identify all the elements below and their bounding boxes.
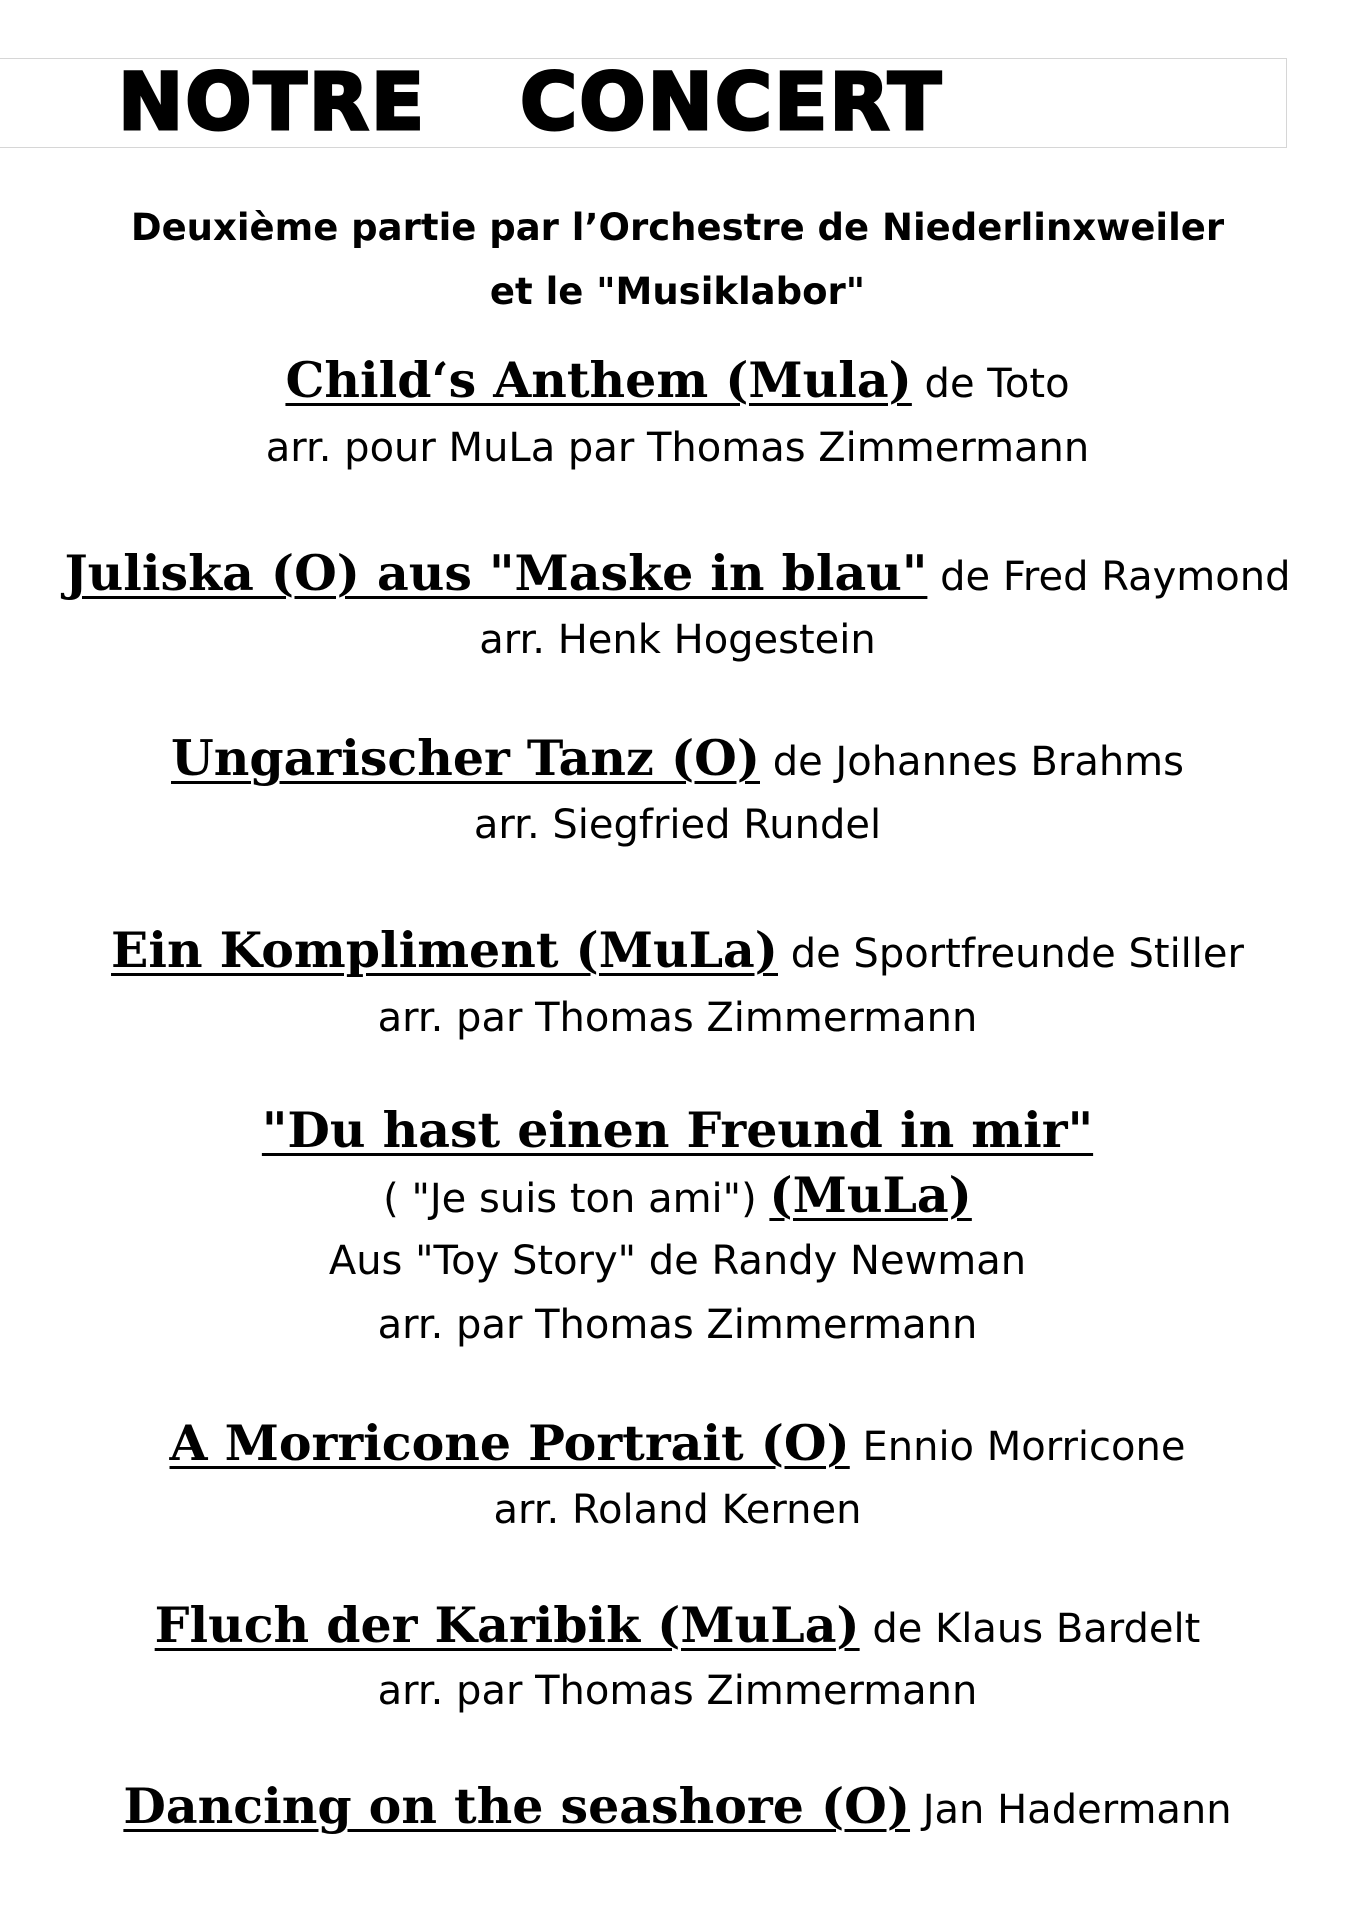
program-item-6: [0, 1414, 1355, 1472]
piece-arranger: arr. par Thomas Zimmermann: [377, 1302, 978, 1348]
piece-subtitle: [0, 1166, 1355, 1224]
piece-arranger: arr. par Thomas Zimmermann: [377, 1668, 978, 1714]
piece-composer: de Toto: [911, 361, 1070, 407]
program-item-4: [0, 921, 1355, 979]
piece-composer: Ennio Morricone: [849, 1424, 1186, 1470]
piece-arranger: arr. Siegfried Rundel: [473, 802, 882, 848]
piece-title: Ein Kompliment (MuLa): [111, 921, 778, 979]
piece-arranger: arr. par Thomas Zimmermann: [377, 995, 978, 1041]
program-item-7: [0, 1596, 1355, 1654]
piece-composer: de Klaus Bardelt: [859, 1606, 1201, 1652]
program-item-1: [0, 351, 1355, 409]
piece-title: A Morricone Portrait (O): [169, 1414, 850, 1472]
piece-title: Ungarischer Tanz (O): [171, 729, 760, 787]
page-title-concert: CONCERT: [520, 58, 944, 148]
page-title-notre: NOTRE: [118, 58, 427, 148]
piece-ensemble: (MuLa): [769, 1166, 972, 1224]
piece-composer: de Johannes Brahms: [760, 739, 1184, 785]
program-item-2: [0, 544, 1355, 602]
piece-arranger: arr. Henk Hogestein: [479, 617, 876, 663]
piece-title: Fluch der Karibik (MuLa): [154, 1596, 860, 1654]
piece-translation: ( "Je suis ton ami"): [383, 1176, 770, 1222]
piece-composer: Jan Hadermann: [910, 1787, 1232, 1833]
subtitle-line-2: et le "Musiklabor": [489, 270, 866, 313]
piece-title: Dancing on the seashore (O): [123, 1777, 911, 1835]
program-item-5: [0, 1101, 1355, 1159]
piece-arranger: arr. pour MuLa par Thomas Zimmermann: [265, 425, 1090, 471]
piece-composer: de Fred Raymond: [927, 554, 1291, 600]
piece-composer: Aus "Toy Story" de Randy Newman: [328, 1238, 1027, 1284]
program-item-8: [0, 1777, 1355, 1835]
piece-arranger: arr. Roland Kernen: [493, 1487, 862, 1533]
piece-composer: de Sportfreunde Stiller: [778, 931, 1244, 977]
piece-title: "Du hast einen Freund in mir": [261, 1101, 1094, 1159]
program-item-3: [0, 729, 1355, 787]
piece-title: Child‘s Anthem (Mula): [285, 351, 912, 409]
piece-title: Juliska (O) aus "Maske in blau": [64, 544, 928, 602]
subtitle-line-1: Deuxième partie par l’Orchestre de Niederlinxweiler: [130, 206, 1225, 249]
